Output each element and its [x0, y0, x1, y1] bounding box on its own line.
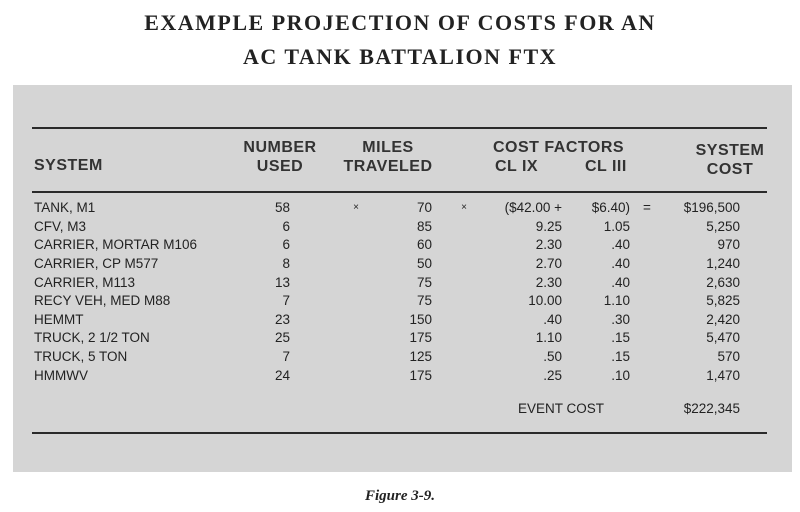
cell-cl-iii: .30	[611, 312, 630, 327]
cell-system: CARRIER, CP M577	[34, 256, 159, 271]
cell-system-cost: 5,250	[706, 219, 740, 234]
cell-cl-iii: .15	[611, 330, 630, 345]
table-row	[0, 256, 800, 274]
table-row	[0, 275, 800, 293]
header-system-cost	[680, 141, 780, 179]
cell-cl-iii: $6.40)	[591, 200, 630, 215]
cell-system: TRUCK, 2 1/2 TON	[34, 330, 150, 345]
event-cost-value: $222,345	[683, 401, 740, 416]
cell-system-cost: 570	[717, 349, 740, 364]
cell-system: CFV, M3	[34, 219, 87, 234]
cell-cl-ix: 2.70	[535, 256, 562, 271]
cell-miles-traveled: 60	[416, 237, 432, 252]
cell-cl-ix: .40	[543, 312, 562, 327]
cell-number-used: 6	[282, 219, 290, 234]
cell-system-cost: 970	[717, 237, 740, 252]
cell-cl-iii: .40	[611, 256, 630, 271]
cell-miles-traveled: 85	[416, 219, 432, 234]
event-cost-label: EVENT COST	[518, 401, 605, 416]
cell-cl-ix: .25	[543, 368, 562, 383]
cell-cl-iii: .10	[611, 368, 630, 383]
cell-miles-traveled: 125	[409, 349, 432, 364]
cell-cl-ix: 1.10	[535, 330, 562, 345]
cell-number-used: 8	[282, 256, 290, 271]
cell-cl-ix: 10.00	[528, 293, 562, 308]
header-number-used	[230, 138, 330, 176]
equals-sign: =	[643, 200, 651, 215]
table-row	[0, 330, 800, 348]
cell-cl-ix: 9.25	[535, 219, 562, 234]
page-title-line-1: EXAMPLE PROJECTION OF COSTS FOR AN	[144, 10, 656, 35]
cell-number-used: 7	[282, 349, 290, 364]
cell-number-used: 13	[274, 275, 290, 290]
top-rule	[32, 127, 767, 129]
cell-number-used: 7	[282, 293, 290, 308]
cell-system-cost: 2,420	[706, 312, 740, 327]
header-system-cost-line-1: SYSTEM	[695, 142, 765, 159]
cell-number-used: 23	[274, 312, 290, 327]
cell-cl-ix: 2.30	[535, 275, 562, 290]
cell-number-used: 6	[282, 237, 290, 252]
header-number-line-2: USED	[256, 158, 304, 175]
cell-cl-iii: 1.10	[603, 293, 630, 308]
cell-miles-traveled: 175	[409, 368, 432, 383]
cell-system: TANK, M1	[34, 200, 96, 215]
cell-system: HMMWV	[34, 368, 88, 383]
cell-system-cost: 1,470	[706, 368, 740, 383]
header-cl-ix: CL IX	[495, 158, 539, 175]
figure-caption: Figure 3-9.	[364, 488, 435, 504]
cell-number-used: 58	[274, 200, 290, 215]
header-system-cost-line-2: COST	[706, 161, 754, 178]
table-row	[0, 349, 800, 367]
multiply-sign: ×	[353, 202, 359, 213]
cell-system-cost: 2,630	[706, 275, 740, 290]
table-row	[0, 200, 800, 218]
cell-cl-ix: ($42.00 +	[504, 200, 562, 215]
cell-system: HEMMT	[34, 312, 84, 327]
header-miles-traveled	[332, 138, 444, 176]
cell-miles-traveled: 150	[409, 312, 432, 327]
cell-system-cost: 1,240	[706, 256, 740, 271]
cell-system-cost: $196,500	[683, 200, 740, 215]
header-cl-iii: CL III	[585, 158, 627, 175]
cell-system-cost: 5,470	[706, 330, 740, 345]
cell-cl-iii: .40	[611, 275, 630, 290]
cell-miles-traveled: 75	[416, 275, 432, 290]
multiply-sign: ×	[461, 202, 467, 213]
cell-cl-ix: .50	[543, 349, 562, 364]
cell-miles-traveled: 75	[416, 293, 432, 308]
cell-cl-iii: 1.05	[603, 219, 630, 234]
cell-cl-iii: .15	[611, 349, 630, 364]
table-row	[0, 368, 800, 386]
cell-miles-traveled: 70	[416, 200, 432, 215]
cell-system: RECY VEH, MED M88	[34, 293, 171, 308]
cell-cl-iii: .40	[611, 237, 630, 252]
page-title-line-2: AC TANK BATTALION FTX	[242, 44, 558, 69]
header-cost-factors: COST FACTORS	[493, 139, 625, 156]
header-miles-line-2: TRAVELED	[343, 158, 433, 175]
bottom-rule	[32, 432, 767, 434]
cell-miles-traveled: 175	[409, 330, 432, 345]
table-row	[0, 237, 800, 255]
table-row	[0, 293, 800, 311]
cell-number-used: 24	[274, 368, 290, 383]
cell-number-used: 25	[274, 330, 290, 345]
cell-miles-traveled: 50	[416, 256, 432, 271]
header-number-line-1: NUMBER	[243, 139, 317, 156]
cell-system: CARRIER, M113	[34, 275, 136, 290]
table-row	[0, 312, 800, 330]
header-rule	[32, 191, 767, 193]
cell-system: TRUCK, 5 TON	[34, 349, 128, 364]
header-miles-line-1: MILES	[362, 139, 414, 156]
cell-system: CARRIER, MORTAR M106	[34, 237, 198, 252]
table-row	[0, 219, 800, 237]
cell-system-cost: 5,825	[706, 293, 740, 308]
header-system: SYSTEM	[34, 157, 103, 174]
cell-cl-ix: 2.30	[535, 237, 562, 252]
